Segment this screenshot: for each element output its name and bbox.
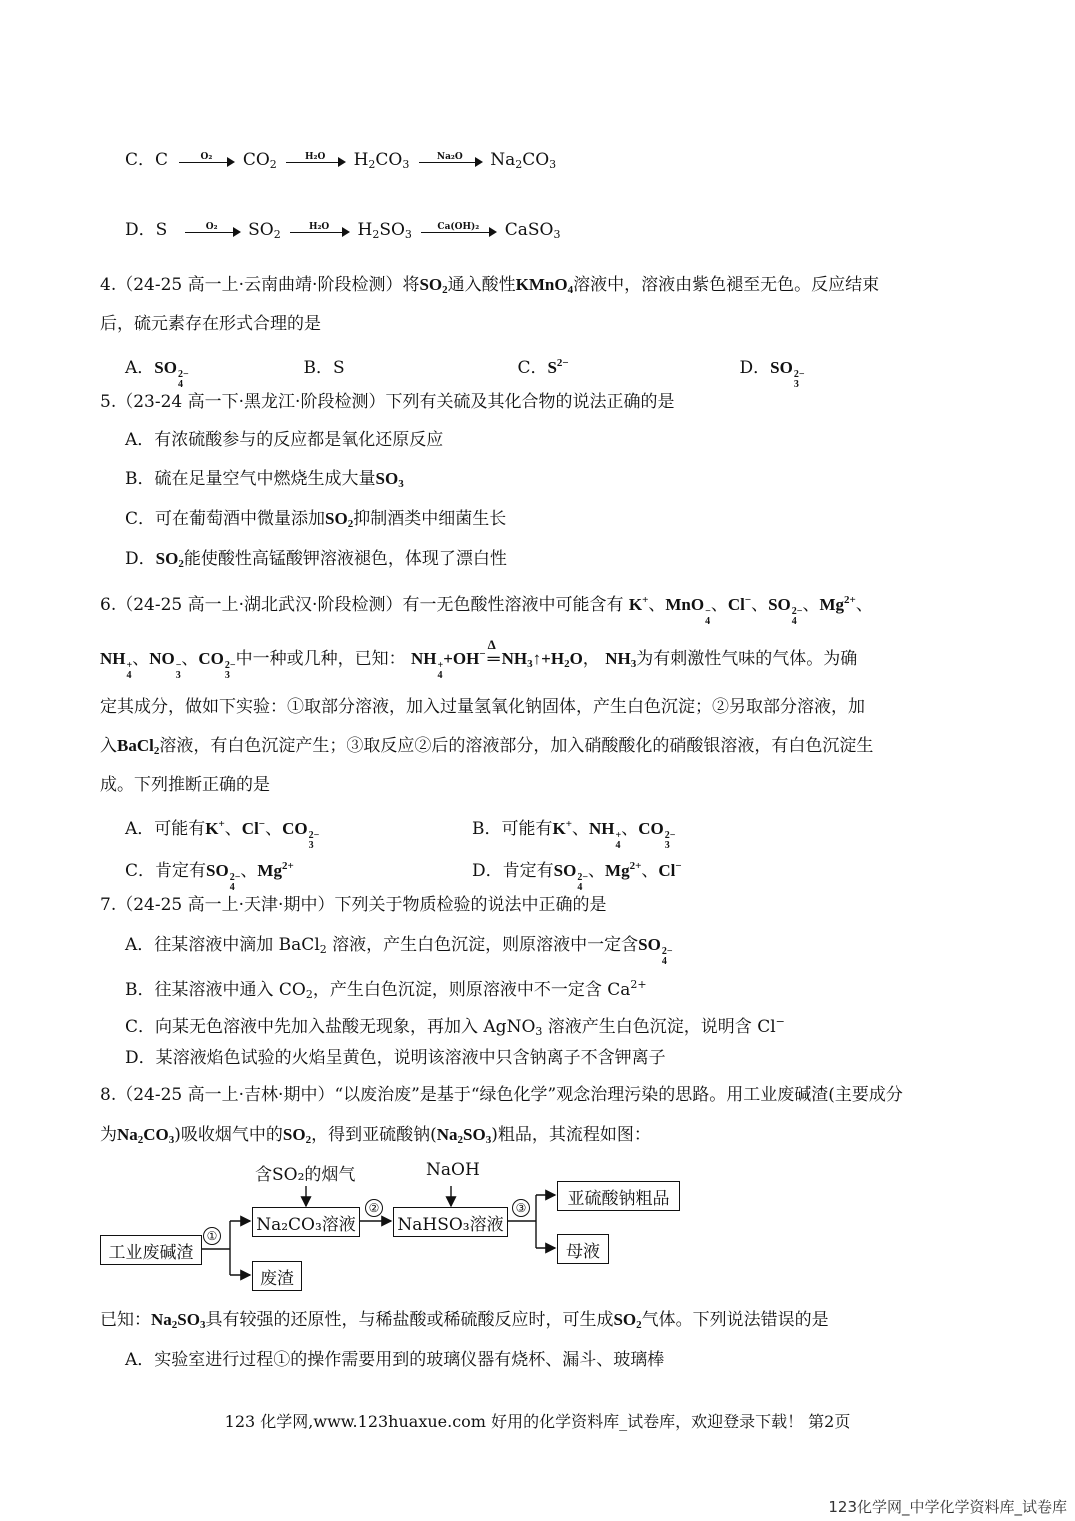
- reaction-arrow: Ca(OH)₂: [419, 221, 497, 241]
- q5-option-c: C．可在葡萄酒中微量添加$SO_2$抑制酒类中细菌生长: [125, 509, 507, 530]
- q8-stem-line1: 8.（24-25 高一上·吉林·期中）“以废治废”是基于“绿色化学”观念治理污染的思路。用工业废碱渣(主要成分: [100, 1085, 903, 1105]
- q5-option-a: A．有浓硫酸参与的反应都是氧化还原反应: [125, 430, 444, 450]
- q6-option-b: B．可能有K+、NH + 4 、CO 2− 3: [472, 818, 676, 851]
- q4-option-b: B．S: [303, 358, 345, 378]
- q3-option-c: C．C O₂ $CO_2$ H₂O $H_2CO_3$ Na₂O $Na_2CO_3$: [125, 150, 557, 171]
- flow-waste-box: 废渣: [252, 1261, 302, 1291]
- flow-nahso3-box: NaHSO₃溶液: [393, 1207, 508, 1237]
- flow-gas-label: 含SO₂的烟气: [255, 1165, 356, 1185]
- q6-stem-line4: 入BaCl$_2$溶液，有白色沉淀产生；③取反应②后的溶液部分，加入硝酸酸化的硝酸银溶液，有白色沉淀生: [100, 736, 874, 757]
- q6-stem-line2: NH + 4 、NO − 3 、CO 2− 3 中一种或几种，已知： NH + 4 +OH− Δ ═ $NH_3↑+H_2O$， $NH_3$为有刺激性气味的气体。为确: [100, 637, 858, 681]
- page-footer: 123 化学网,www.123huaxue.com 好用的化学资料库_试卷库，欢迎登录下载！ 第2页: [224, 1412, 851, 1431]
- reaction-arrow: Na₂O: [417, 151, 483, 171]
- q5-option-b: B．硫在足量空气中燃烧生成大量$SO_3$: [125, 469, 404, 490]
- q6-option-c: C．肯定有SO 2− 4 、$Mg^{2+}$: [125, 860, 294, 893]
- q5-stem: 5.（23-24 高一下·黑龙江·阶段检测）下列有关硫及其化合物的说法正确的是: [100, 392, 675, 412]
- q7-option-d: D．某溶液焰色试验的火焰呈黄色，说明该溶液中只含钠离子不含钾离子: [125, 1048, 666, 1068]
- q4-stem-line1: 4.（24-25 高一上·云南曲靖·阶段检测）将$SO_2$通入酸性KMnO$_4$溶液中，溶液由紫色褪至无色。反应结束: [100, 275, 880, 296]
- flow-start-box: 工业废碱渣: [100, 1235, 202, 1265]
- q5-option-d: D．$SO_2$能使酸性高锰酸钾溶液褪色，体现了漂白性: [125, 549, 507, 570]
- flow-step3: ③: [512, 1198, 530, 1218]
- q6-stem-line3: 定其成分，做如下实验：①取部分溶液，加入过量氢氧化钠固体，产生白色沉淀；②另取部分溶液，加: [100, 697, 865, 717]
- reaction-arrow: H₂O: [284, 151, 346, 171]
- flow-naoh-label: NaOH: [426, 1160, 480, 1180]
- q4-option-c: C．$S^{2-}$: [517, 357, 569, 378]
- flow-mother-box: 母液: [557, 1234, 609, 1264]
- reaction-arrow: O₂: [183, 221, 241, 241]
- q6-stem-line5: 成。下列推断正确的是: [100, 775, 270, 795]
- q6-equation: NH + 4 +OH− Δ ═ $NH_3↑+H_2O$: [411, 637, 583, 681]
- q6-option-a: A．可能有K+、Cl−、CO 2− 3: [125, 818, 320, 851]
- flow-step1: ①: [203, 1226, 221, 1246]
- q7-option-a: A．往某溶液中滴加 BaCl$_2$ 溶液，产生白色沉淀，则原溶液中一定含SO 2− 4: [125, 935, 673, 967]
- watermark: 123化学网_中学化学资料库_试卷库: [828, 1498, 1067, 1516]
- q7-stem: 7.（24-25 高一上·天津·期中）下列关于物质检验的说法中正确的是: [100, 895, 607, 915]
- q4-stem-line2: 后，硫元素存在形式合理的是: [100, 314, 321, 334]
- q4-options: [125, 351, 805, 390]
- q6-option-d: D．肯定有SO 2− 4 、$Mg^{2+}$、Cl−: [472, 860, 682, 893]
- q6-stem-line1: 6.（24-25 高一上·湖北武汉·阶段检测）有一无色酸性溶液中可能含有 K+、MnO − 4 、Cl−、SO 2− 4 、$Mg^{2+}$、: [100, 594, 873, 627]
- reaction-arrow: H₂O: [288, 221, 350, 241]
- q7-option-b: B．往某溶液中通入 $CO_2$，产生白色沉淀，则原溶液中不一定含 $Ca^{2+}$: [125, 978, 647, 1001]
- q4-option-d: D．SO 2− 3: [739, 358, 805, 390]
- q3-option-d: D．S O₂ $SO_2$ H₂O $H_2SO_3$ Ca(OH)₂ CaSO$_3$: [125, 220, 561, 241]
- reaction-arrow: O₂: [177, 151, 235, 171]
- q8-option-a: A．实验室进行过程①的操作需要用到的玻璃仪器有烧杯、漏斗、玻璃棒: [125, 1350, 665, 1370]
- flow-step2: ②: [365, 1198, 383, 1218]
- flow-na2co3-box: Na₂CO₃溶液: [252, 1207, 360, 1237]
- q8-known: 已知：$Na_2SO_3$具有较强的还原性，与稀盐酸或稀硫酸反应时，可生成$SO_2$气体。下列说法错误的是: [100, 1310, 829, 1331]
- q7-option-c: C．向某无色溶液中先加入盐酸无现象，再加入 AgNO$_3$ 溶液产生白色沉淀，说明含 Cl−: [125, 1015, 785, 1038]
- q8-stem-line2: 为$Na_2CO_3$)吸收烟气中的$SO_2$，得到亚硫酸钠$(Na_2SO_3)$粗品，其流程如图：: [100, 1125, 651, 1146]
- q4-option-a: A．SO 2− 4: [125, 358, 189, 390]
- flow-product-box: 亚硫酸钠粗品: [557, 1181, 680, 1211]
